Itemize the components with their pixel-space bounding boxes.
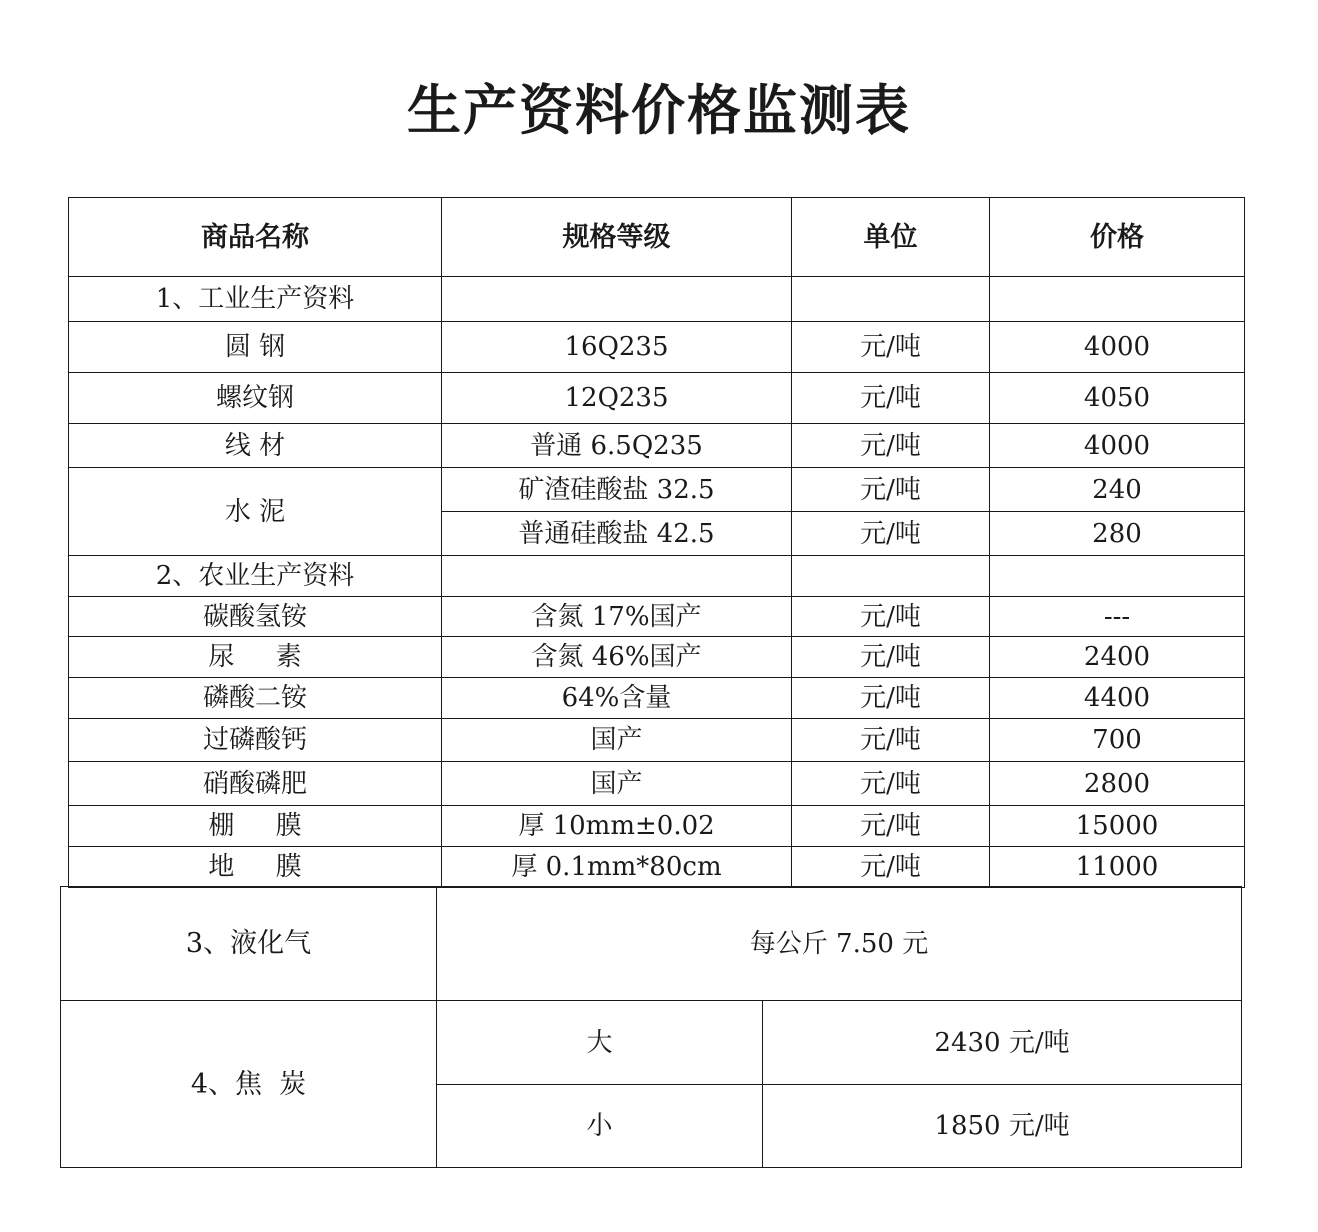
table-row [69,468,1245,512]
table-row [69,847,1245,888]
cell-price: 2800 [990,762,1245,806]
section-label: 2、农业生产资料 [69,556,442,597]
cell-price: --- [990,597,1245,637]
coke-label: 4、焦 炭 [61,1001,437,1168]
cell-price: 280 [990,512,1245,556]
table-row [69,373,1245,424]
cell-spec: 16Q235 [442,322,792,373]
empty-cell [442,277,792,322]
cell-name: 棚 膜 [69,806,442,847]
header-unit: 单位 [792,198,990,277]
cell-name: 硝酸磷肥 [69,762,442,806]
table-row [69,806,1245,847]
cell-price: 700 [990,719,1245,762]
coke-price-large: 2430 元/吨 [763,1001,1242,1085]
cell-spec: 12Q235 [442,373,792,424]
section-row-industrial [69,277,1245,322]
cell-spec: 厚 0.1mm*80cm [442,847,792,888]
cell-unit: 元/吨 [792,322,990,373]
lpg-price: 每公斤 7.50 元 [437,887,1242,1001]
table-row [69,424,1245,468]
section-label: 1、工业生产资料 [69,277,442,322]
table-header-row [69,198,1245,277]
empty-cell [990,556,1245,597]
cell-name: 尿 素 [69,637,442,678]
coke-size-small: 小 [437,1085,763,1168]
cell-unit: 元/吨 [792,424,990,468]
cell-unit: 元/吨 [792,847,990,888]
cell-unit: 元/吨 [792,468,990,512]
empty-cell [792,556,990,597]
cell-unit: 元/吨 [792,512,990,556]
table-row [69,719,1245,762]
cell-price: 4050 [990,373,1245,424]
page-title: 生产资料价格监测表 [407,79,911,142]
cell-spec: 含氮 17%国产 [442,597,792,637]
cell-unit: 元/吨 [792,762,990,806]
header-spec: 规格等级 [442,198,792,277]
cell-unit: 元/吨 [792,373,990,424]
cell-spec: 国产 [442,719,792,762]
cell-unit: 元/吨 [792,678,990,719]
cell-name: 过磷酸钙 [69,719,442,762]
cell-name: 线 材 [69,424,442,468]
cell-spec: 普通 6.5Q235 [442,424,792,468]
lpg-label: 3、液化气 [61,887,437,1001]
cell-price: 4000 [990,322,1245,373]
section-row-agricultural [69,556,1245,597]
coke-size-large: 大 [437,1001,763,1085]
cell-unit: 元/吨 [792,719,990,762]
cell-price: 2400 [990,637,1245,678]
cell-spec: 64%含量 [442,678,792,719]
table-row [69,762,1245,806]
cell-spec: 矿渣硅酸盐 32.5 [442,468,792,512]
table-row [69,678,1245,719]
table-row [69,637,1245,678]
cell-unit: 元/吨 [792,806,990,847]
cell-spec: 含氮 46%国产 [442,637,792,678]
cell-price: 15000 [990,806,1245,847]
table-row [69,322,1245,373]
empty-cell [792,277,990,322]
empty-cell [442,556,792,597]
price-table [68,197,1245,888]
cell-spec: 普通硅酸盐 42.5 [442,512,792,556]
header-name: 商品名称 [69,198,442,277]
cell-price: 4400 [990,678,1245,719]
cell-spec: 厚 10mm±0.02 [442,806,792,847]
cell-price: 11000 [990,847,1245,888]
fuel-table [60,886,1242,1168]
coke-price-small: 1850 元/吨 [763,1085,1242,1168]
coke-row [61,1001,1242,1085]
header-price: 价格 [990,198,1245,277]
cell-price: 4000 [990,424,1245,468]
cell-unit: 元/吨 [792,597,990,637]
cell-name: 磷酸二铵 [69,678,442,719]
cell-name: 螺纹钢 [69,373,442,424]
lpg-row [61,887,1242,1001]
cell-unit: 元/吨 [792,637,990,678]
cell-name: 地 膜 [69,847,442,888]
cell-name: 碳酸氢铵 [69,597,442,637]
cell-name: 水 泥 [69,468,442,556]
table-row [69,597,1245,637]
empty-cell [990,277,1245,322]
cell-name: 圆 钢 [69,322,442,373]
cell-spec: 国产 [442,762,792,806]
cell-price: 240 [990,468,1245,512]
